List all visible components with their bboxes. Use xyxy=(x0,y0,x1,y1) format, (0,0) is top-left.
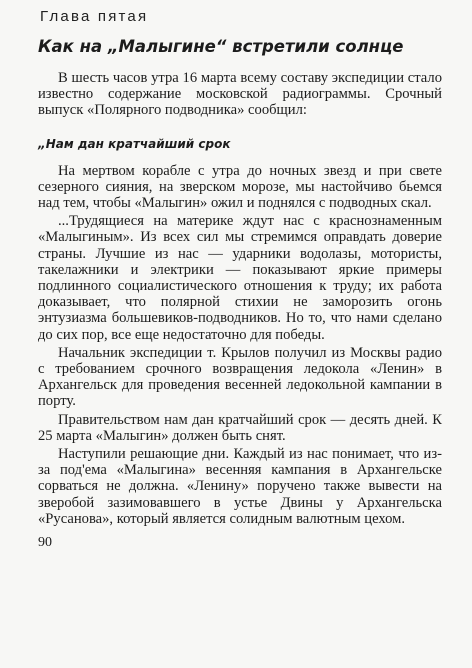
body-paragraph: ...Трудящиеся на материке ждут нас с краснознаменным «Малыгиным». Из всех сил мы стремимся оправдать доверие страны. Лучшие из нас — ударники водолазы, мотористы, такелажники и электрики — показывают яркие примеры подлинного социалистического отношения к труду; их работа доказывает, что полярной стихии не заморозить огонь энтузиазма большевиков-подводников. Но то, что нами сделано до сих пор, все еще недостаточно для победы. xyxy=(38,213,442,343)
quoted-subheading: „Нам дан кратчайший срок xyxy=(38,136,231,151)
book-page xyxy=(38,8,442,551)
body-paragraph: Наступили решающие дни. Каждый из нас понимает, что из-за под'ема «Малыгина» весенняя кампания в Архангельске сорваться не должна. «Ленину» поручено также вывести на зверобой зазимовавшего в устье Двины у Архангельска «Русанова», который является солидным валютным цехом. xyxy=(38,446,442,527)
body-paragraph: Правительством нам дан кратчайший срок — десять дней. К 25 марта «Малыгин» должен быть снят. xyxy=(38,411,442,444)
chapter-heading: Глава пятая xyxy=(40,8,149,25)
page-number: 90 xyxy=(38,535,52,551)
body-paragraph: На мертвом корабле с утра до ночных звезд и при свете сезерного сияния, на зверском морозе, мы настойчиво бьемся над тем, чтобы «Малыгин» ожил и поднялся с подводных скал. xyxy=(38,162,442,212)
intro-paragraph: В шесть часов утра 16 марта всему составу экспедиции стало известно содержание московской радиограммы. Срочный выпуск «Полярного подводника» сообщил: xyxy=(38,70,442,119)
body-paragraph: Начальник экспедиции т. Крылов получил из Москвы радио с требованием срочного возвращения ледокола «Ленин» в Архангельск для проведения весенней ледокольной кампании в порту. xyxy=(38,344,442,410)
section-title: Как на „Малыгине“ встретили солнце xyxy=(38,37,404,56)
